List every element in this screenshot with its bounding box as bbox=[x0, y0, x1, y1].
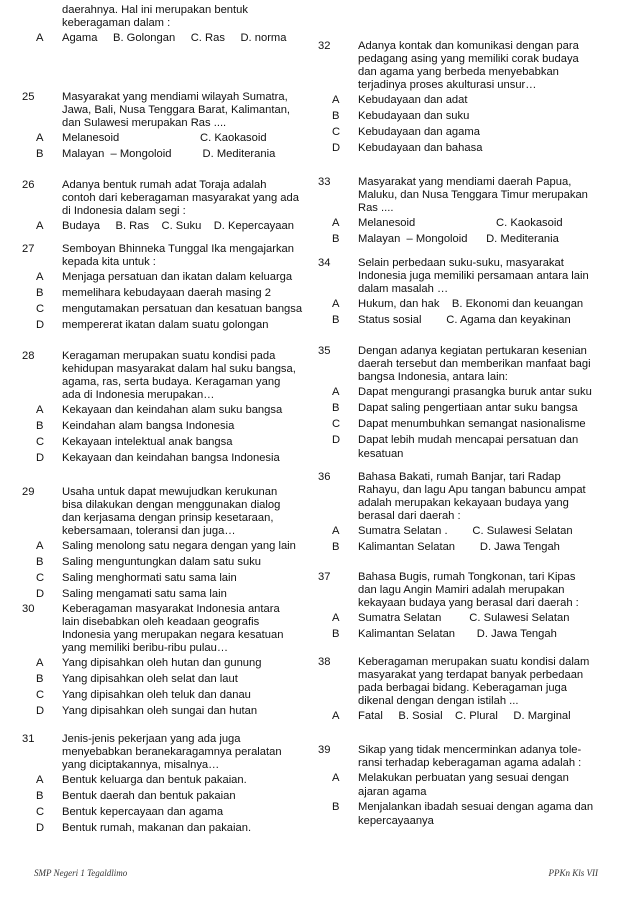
question-line bbox=[22, 91, 322, 104]
question-number: 32 bbox=[318, 40, 331, 52]
answer-option bbox=[318, 416, 618, 432]
question-line bbox=[318, 744, 618, 757]
option-text: Dapat mengurangi prasangka buruk antar suku bbox=[358, 386, 592, 398]
option-text: Yang dipisahkan oleh selat dan laut bbox=[62, 673, 238, 685]
question-text: lain disebabkan oleh keadaan geografis bbox=[62, 616, 260, 628]
question-text: daerah tersebut dan memberikan manfaat bagi bbox=[358, 358, 591, 370]
answer-option bbox=[22, 655, 322, 671]
answer-option bbox=[318, 626, 618, 642]
question-text: Indonesia yang merupakan negara kesatuan bbox=[62, 629, 284, 641]
question-text: Keragaman merupakan suatu kondisi pada bbox=[62, 350, 276, 362]
option-label: A bbox=[332, 298, 340, 310]
answer-option bbox=[22, 586, 322, 602]
question-line bbox=[318, 584, 618, 597]
question-line bbox=[318, 510, 618, 523]
question-text: adalah merupakan kekayaan budaya yang bbox=[358, 497, 569, 509]
answer-option bbox=[22, 820, 322, 836]
question-number: 37 bbox=[318, 571, 331, 583]
footer-subject: PPKn Kls VII bbox=[548, 868, 598, 878]
option-label: C bbox=[36, 436, 45, 448]
question-line bbox=[318, 257, 618, 270]
question-text: Bahasa Bakati, rumah Banjar, tari Radap bbox=[358, 471, 561, 483]
option-label: B bbox=[332, 402, 340, 414]
answer-option bbox=[318, 610, 618, 626]
question-number: 29 bbox=[22, 486, 35, 498]
option-text: Kalimantan Selatan D. Jawa Tengah bbox=[358, 541, 560, 553]
question-text: Usaha untuk dapat mewujudkan kerukunan bbox=[62, 486, 278, 498]
question-text: Semboyan Bhinneka Tunggal Ika mengajarkan bbox=[62, 243, 294, 255]
question-line bbox=[318, 79, 618, 92]
question-line bbox=[318, 202, 618, 215]
question-line bbox=[318, 656, 618, 669]
option-label: C bbox=[36, 689, 45, 701]
option-text: Hukum, dan hak B. Ekonomi dan keuangan bbox=[358, 298, 584, 310]
question-line bbox=[22, 759, 322, 772]
question-line bbox=[22, 4, 322, 17]
option-text: Dapat menumbuhkan semangat nasionalisme bbox=[358, 418, 586, 430]
option-text: mempererat ikatan dalam suatu golongan bbox=[62, 319, 269, 331]
option-label: B bbox=[332, 801, 340, 813]
option-label: D bbox=[36, 588, 45, 600]
option-text: Malayan – Mongoloid D. Mediterania bbox=[62, 148, 276, 160]
question-text: terjadinya proses akulturasi unsur… bbox=[358, 79, 537, 91]
answer-option bbox=[22, 538, 322, 554]
option-label: A bbox=[36, 271, 44, 283]
question-text: dan Sulawesi merupakan Ras .... bbox=[62, 117, 227, 129]
question-35 bbox=[318, 345, 618, 461]
answer-option bbox=[22, 554, 322, 570]
option-label: C bbox=[332, 126, 341, 138]
question-text: agama, ras, serta budaya. Keragaman yang bbox=[62, 376, 281, 388]
option-text: Bentuk daerah dan bentuk pakaian bbox=[62, 790, 236, 802]
question-text: kepada kita untuk : bbox=[62, 256, 156, 268]
option-text: Saling mengamati satu sama lain bbox=[62, 588, 227, 600]
question-text: Bahasa Bugis, rumah Tongkonan, tari Kipas bbox=[358, 571, 576, 583]
option-label: A bbox=[36, 404, 44, 416]
question-36 bbox=[318, 471, 618, 555]
question-text: dan agama yang berbeda menyebabkan bbox=[358, 66, 559, 78]
answer-option bbox=[318, 124, 618, 140]
answer-option bbox=[22, 146, 322, 162]
answer-option bbox=[22, 804, 322, 820]
option-label: C bbox=[36, 303, 45, 315]
option-text: Saling menolong satu negara dengan yang lain bbox=[62, 540, 296, 552]
question-line bbox=[22, 192, 322, 205]
question-line bbox=[318, 669, 618, 682]
answer-option bbox=[22, 402, 322, 418]
question-line bbox=[318, 40, 618, 53]
answer-option bbox=[318, 140, 618, 156]
question-text: Masyarakat yang mendiami daerah Papua, bbox=[358, 176, 572, 188]
option-label: B bbox=[36, 148, 44, 160]
question-28 bbox=[22, 350, 322, 466]
question-line bbox=[22, 629, 322, 642]
option-label: B bbox=[332, 233, 340, 245]
question-line bbox=[318, 358, 618, 371]
question-text: ada di Indonesia merupakan… bbox=[62, 389, 215, 401]
option-text: Kebudayaan dan suku bbox=[358, 110, 470, 122]
option-label: B bbox=[332, 628, 340, 640]
question-line bbox=[318, 53, 618, 66]
option-text: Menjaga persatuan dan ikatan dalam keluarga bbox=[62, 271, 293, 283]
question-line bbox=[22, 512, 322, 525]
option-text: Agama B. Golongan C. Ras D. norma bbox=[62, 32, 287, 44]
option-label: C bbox=[36, 806, 45, 818]
question-text: pada berbagai bidang. Keberagaman juga bbox=[358, 682, 568, 694]
question-text: Ras .... bbox=[358, 202, 394, 214]
option-label: D bbox=[36, 705, 45, 717]
option-text: Kekayaan intelektual anak bangsa bbox=[62, 436, 233, 448]
question-cont bbox=[22, 4, 322, 46]
answer-option bbox=[318, 400, 618, 416]
option-continuation bbox=[318, 815, 618, 828]
question-number: 34 bbox=[318, 257, 331, 269]
option-text: Budaya B. Ras C. Suku D. Kepercayaan bbox=[62, 220, 294, 232]
answer-option bbox=[318, 215, 618, 231]
option-label: C bbox=[36, 572, 45, 584]
option-label: A bbox=[332, 386, 340, 398]
option-text: mengutamakan persatuan dan kesatuan bangsa bbox=[62, 303, 303, 315]
option-label: A bbox=[332, 772, 340, 784]
answer-option bbox=[318, 108, 618, 124]
answer-option bbox=[22, 788, 322, 804]
answer-option bbox=[22, 671, 322, 687]
question-text: Keberagaman masyarakat Indonesia antara bbox=[62, 603, 280, 615]
question-text: Adanya kontak dan komunikasi dengan para bbox=[358, 40, 579, 52]
answer-option bbox=[318, 92, 618, 108]
question-39 bbox=[318, 744, 618, 828]
option-label: B bbox=[36, 790, 44, 802]
option-label: B bbox=[332, 541, 340, 553]
question-text: yang diciptakannya, misalnya… bbox=[62, 759, 220, 771]
question-38 bbox=[318, 656, 618, 724]
question-line bbox=[22, 486, 322, 499]
question-number: 33 bbox=[318, 176, 331, 188]
question-text: berasal dari daerah : bbox=[358, 510, 461, 522]
option-text: Menjalankan ibadah sesuai dengan agama dan bbox=[358, 801, 594, 813]
question-text: dikenal dengan dengan istilah ... bbox=[358, 695, 519, 707]
question-line bbox=[22, 243, 322, 256]
question-text: masyarakat yang terdapat banyak perbedaan bbox=[358, 669, 584, 681]
question-text: Dengan adanya kegiatan pertukaran kesenian bbox=[358, 345, 587, 357]
question-text: Keberagaman merupakan suatu kondisi dalam bbox=[358, 656, 590, 668]
question-number: 28 bbox=[22, 350, 35, 362]
question-line bbox=[22, 733, 322, 746]
question-line bbox=[318, 597, 618, 610]
answer-option bbox=[318, 384, 618, 400]
question-26 bbox=[22, 179, 322, 234]
answer-option bbox=[22, 301, 322, 317]
question-text: dan kerjasama dengan prinsip kesetaraan, bbox=[62, 512, 274, 524]
question-text: Masyarakat yang mendiami wilayah Sumatra, bbox=[62, 91, 288, 103]
question-line bbox=[318, 695, 618, 708]
answer-option bbox=[22, 434, 322, 450]
question-line bbox=[22, 179, 322, 192]
option-text-extra: kepercayaanya bbox=[358, 815, 434, 827]
question-text: Jenis-jenis pekerjaan yang ada juga bbox=[62, 733, 241, 745]
question-number: 25 bbox=[22, 91, 35, 103]
question-number: 26 bbox=[22, 179, 35, 191]
question-text: kehidupan masyarakat dalam hal suku bangsa, bbox=[62, 363, 296, 375]
question-line bbox=[318, 471, 618, 484]
question-line bbox=[22, 256, 322, 269]
question-line bbox=[318, 571, 618, 584]
option-text: Dapat saling pengertiaan antar suku bangsa bbox=[358, 402, 578, 414]
option-label: A bbox=[36, 540, 44, 552]
question-line bbox=[22, 603, 322, 616]
option-text-extra: kesatuan bbox=[358, 448, 404, 460]
question-text: di Indonesia dalam segi : bbox=[62, 205, 186, 217]
question-text: dalam masalah … bbox=[358, 283, 449, 295]
question-line bbox=[318, 345, 618, 358]
question-text: pedagang asing yang memiliki corak budaya bbox=[358, 53, 579, 65]
answer-option bbox=[22, 772, 322, 788]
option-text: Sumatra Selatan C. Sulawesi Selatan bbox=[358, 612, 570, 624]
question-text: Indonesia juga memiliki persamaan antara lain bbox=[358, 270, 589, 282]
option-label: A bbox=[36, 132, 44, 144]
question-line bbox=[318, 497, 618, 510]
question-line bbox=[318, 270, 618, 283]
question-line bbox=[22, 376, 322, 389]
option-text: Yang dipisahkan oleh hutan dan gunung bbox=[62, 657, 262, 669]
option-text: Status sosial C. Agama dan keyakinan bbox=[358, 314, 571, 326]
option-label: D bbox=[36, 822, 45, 834]
question-number: 35 bbox=[318, 345, 331, 357]
question-32 bbox=[318, 40, 618, 156]
option-label: B bbox=[332, 110, 340, 122]
question-text: bangsa Indonesia, antara lain: bbox=[358, 371, 508, 383]
question-text: ransi terhadap keberagaman agama adalah : bbox=[358, 757, 582, 769]
question-line bbox=[318, 66, 618, 79]
answer-option bbox=[22, 30, 322, 46]
option-label: A bbox=[332, 94, 340, 106]
question-25 bbox=[22, 91, 322, 162]
question-line bbox=[22, 104, 322, 117]
option-text: Fatal B. Sosial C. Plural D. Marginal bbox=[358, 710, 571, 722]
option-label: A bbox=[36, 32, 44, 44]
option-text: Melanesoid C. Kaokasoid bbox=[62, 132, 267, 144]
answer-option bbox=[318, 770, 618, 786]
question-text: kekayaan budaya yang berasal dari daerah : bbox=[358, 597, 579, 609]
question-line bbox=[318, 682, 618, 695]
answer-option bbox=[318, 231, 618, 247]
answer-option bbox=[22, 703, 322, 719]
answer-option bbox=[318, 432, 618, 448]
option-text-extra: ajaran agama bbox=[358, 786, 427, 798]
option-label: A bbox=[332, 612, 340, 624]
option-text: Sumatra Selatan . C. Sulawesi Selatan bbox=[358, 525, 573, 537]
question-number: 27 bbox=[22, 243, 35, 255]
answer-option bbox=[22, 570, 322, 586]
question-line bbox=[318, 757, 618, 770]
question-text: Rahayu, dan lagu Apu tangan babuncu ampat bbox=[358, 484, 586, 496]
question-text: yang memiliki beribu-ribu pulau… bbox=[62, 642, 229, 654]
option-text: Kekayaan dan keindahan alam suku bangsa bbox=[62, 404, 283, 416]
option-label: A bbox=[332, 217, 340, 229]
option-label: C bbox=[332, 418, 341, 430]
option-text: Melanesoid C. Kaokasoid bbox=[358, 217, 563, 229]
option-label: A bbox=[36, 220, 44, 232]
question-line bbox=[318, 371, 618, 384]
question-30 bbox=[22, 603, 322, 719]
option-continuation bbox=[318, 786, 618, 799]
question-line bbox=[22, 616, 322, 629]
question-number: 39 bbox=[318, 744, 331, 756]
question-text: Sikap yang tidak mencerminkan adanya tole- bbox=[358, 744, 582, 756]
question-text: daerahnya. Hal ini merupakan bentuk bbox=[62, 4, 248, 16]
question-line bbox=[318, 176, 618, 189]
option-label: D bbox=[332, 434, 341, 446]
option-label: A bbox=[36, 657, 44, 669]
option-text: Malayan – Mongoloid D. Mediterania bbox=[358, 233, 559, 245]
question-27 bbox=[22, 243, 322, 333]
option-text: Saling menguntungkan dalam satu suku bbox=[62, 556, 262, 568]
question-text: Jawa, Bali, Nusa Tenggara Barat, Kalimantan, bbox=[62, 104, 291, 116]
option-continuation bbox=[318, 448, 618, 461]
option-label: B bbox=[36, 556, 44, 568]
question-text: keberagaman dalam : bbox=[62, 17, 171, 29]
question-line bbox=[318, 189, 618, 202]
answer-option bbox=[318, 523, 618, 539]
question-line bbox=[22, 350, 322, 363]
answer-option bbox=[22, 687, 322, 703]
question-line bbox=[318, 283, 618, 296]
option-text: Bentuk kepercayaan dan agama bbox=[62, 806, 224, 818]
question-number: 36 bbox=[318, 471, 331, 483]
option-text: Kalimantan Selatan D. Jawa Tengah bbox=[358, 628, 557, 640]
question-line bbox=[22, 389, 322, 402]
question-37 bbox=[318, 571, 618, 642]
option-text: Saling menghormati satu sama lain bbox=[62, 572, 237, 584]
option-label: D bbox=[36, 452, 45, 464]
option-text: Dapat lebih mudah mencapai persatuan dan bbox=[358, 434, 579, 446]
question-number: 31 bbox=[22, 733, 35, 745]
question-line bbox=[22, 746, 322, 759]
question-line bbox=[22, 17, 322, 30]
question-31 bbox=[22, 733, 322, 836]
option-label: B bbox=[332, 314, 340, 326]
option-text: Kebudayaan dan bahasa bbox=[358, 142, 483, 154]
question-line bbox=[22, 117, 322, 130]
option-text: Keindahan alam bangsa Indonesia bbox=[62, 420, 235, 432]
question-line bbox=[22, 205, 322, 218]
option-label: D bbox=[332, 142, 341, 154]
question-34 bbox=[318, 257, 618, 328]
answer-option bbox=[22, 285, 322, 301]
option-text: Yang dipisahkan oleh teluk dan danau bbox=[62, 689, 251, 701]
option-label: B bbox=[36, 673, 44, 685]
option-text: memelihara kebudayaan daerah masing 2 bbox=[62, 287, 271, 299]
option-label: B bbox=[36, 420, 44, 432]
question-text: contoh dari keberagaman masyarakat yang ada bbox=[62, 192, 299, 204]
question-text: dan lagu Angin Mamiri adalah merupakan bbox=[358, 584, 565, 596]
option-label: A bbox=[332, 525, 340, 537]
option-text: Kebudayaan dan agama bbox=[358, 126, 480, 138]
option-label: D bbox=[36, 319, 45, 331]
answer-option bbox=[22, 450, 322, 466]
answer-option bbox=[22, 418, 322, 434]
question-number: 30 bbox=[22, 603, 35, 615]
option-text: Bentuk rumah, makanan dan pakaian. bbox=[62, 822, 252, 834]
option-text: Yang dipisahkan oleh sungai dan hutan bbox=[62, 705, 258, 717]
answer-option bbox=[22, 269, 322, 285]
answer-option bbox=[22, 218, 322, 234]
question-line bbox=[22, 525, 322, 538]
option-label: A bbox=[36, 774, 44, 786]
question-line bbox=[22, 642, 322, 655]
question-text: Adanya bentuk rumah adat Toraja adalah bbox=[62, 179, 267, 191]
question-text: Selain perbedaan suku-suku, masyarakat bbox=[358, 257, 564, 269]
footer-school: SMP Negeri 1 Tegaldlimo bbox=[34, 868, 128, 878]
question-line bbox=[22, 363, 322, 376]
option-text: Kekayaan dan keindahan bangsa Indonesia bbox=[62, 452, 280, 464]
question-text: Maluku, dan Nusa Tenggara Timur merupakan bbox=[358, 189, 588, 201]
question-line bbox=[318, 484, 618, 497]
answer-option bbox=[22, 130, 322, 146]
question-text: menyebabkan beranekaragamnya peralatan bbox=[62, 746, 282, 758]
answer-option bbox=[22, 317, 322, 333]
answer-option bbox=[318, 312, 618, 328]
question-33 bbox=[318, 176, 618, 247]
option-text: Melakukan perbuatan yang sesuai dengan bbox=[358, 772, 569, 784]
question-text: kebersamaan, toleransi dan juga… bbox=[62, 525, 236, 537]
question-line bbox=[22, 499, 322, 512]
option-text: Kebudayaan dan adat bbox=[358, 94, 468, 106]
question-number: 38 bbox=[318, 656, 331, 668]
option-text: Bentuk keluarga dan bentuk pakaian. bbox=[62, 774, 247, 786]
option-label: A bbox=[332, 710, 340, 722]
answer-option bbox=[318, 539, 618, 555]
answer-option bbox=[318, 708, 618, 724]
option-label: B bbox=[36, 287, 44, 299]
answer-option bbox=[318, 296, 618, 312]
question-29 bbox=[22, 486, 322, 602]
answer-option bbox=[318, 799, 618, 815]
question-text: bisa dilakukan dengan menggunakan dialog bbox=[62, 499, 281, 511]
